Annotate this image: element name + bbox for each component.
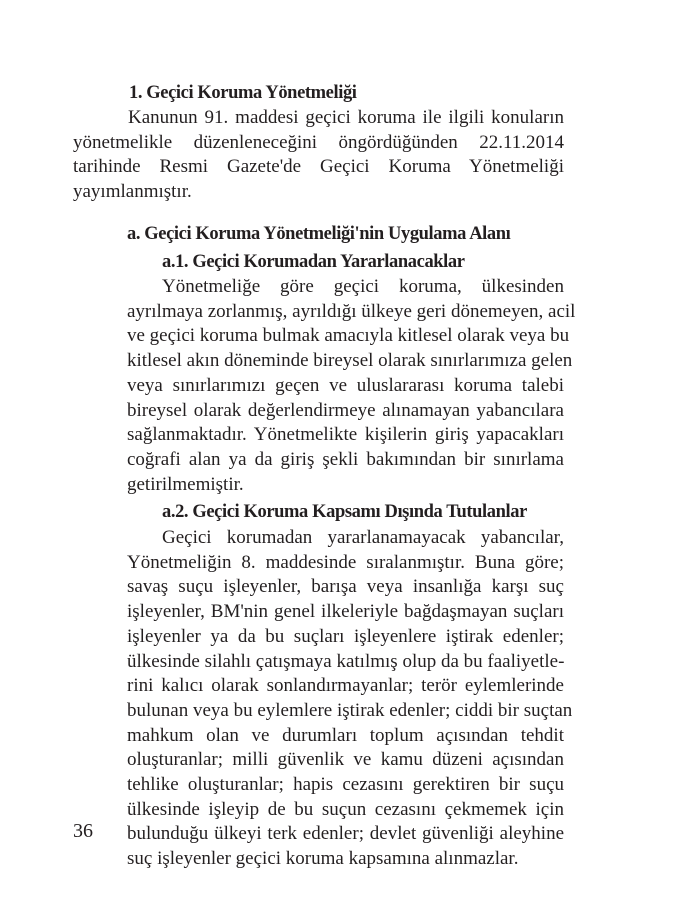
paragraph-line: bulunduğu ülkeyi terk edenler; devlet güvenliği aleyhine: [127, 823, 564, 845]
paragraph-line: ülkesinde işleyip de bu suçun cezasını çekmemek için: [127, 798, 564, 820]
paragraph-a2: [127, 526, 573, 872]
section-heading-a2: a.2. Geçici Koruma Kapsamı Dışında Tutulanlar: [162, 502, 527, 522]
paragraph-line: Yönetmeliğin 8. maddesinde sıralanmıştır. Buna göre;: [127, 551, 564, 573]
paragraph-1: [73, 106, 564, 205]
page-number: 36: [73, 820, 93, 842]
paragraph-line: savaş suçu işleyenler, barışa veya insanlığa karşı suç: [127, 576, 564, 598]
section-heading-a1: a.1. Geçici Korumadan Yararlanacaklar: [162, 252, 465, 272]
paragraph-line: Kanunun 91. maddesi geçici koruma ile ilgili konuların: [128, 107, 564, 128]
paragraph-line: sağlanmaktadır. Yönetmelikte kişilerin giriş yapacakları: [127, 424, 564, 446]
paragraph-line: rini kalıcı olarak sonlandırmayanlar; terör eylemlerinde: [127, 675, 564, 697]
paragraph-line: ayrılmaya zorlanmış, ayrıldığı ülkeye geri dönemeyen, acil: [127, 300, 576, 322]
paragraph-line: coğrafi alan ya da giriş şekli bakımından bir sınırlama: [127, 448, 564, 470]
section-heading-1: 1. Geçici Koruma Yönetmeliği: [129, 83, 357, 103]
paragraph-line: yönetmelikle düzenleneceğini öngördüğünden 22.11.2014: [73, 131, 564, 153]
paragraph-line: işleyenler ya da bu suçları işleyenlere iştirak edenler;: [127, 625, 564, 647]
paragraph-line: oluşturanlar; milli güvenlik ve kamu düzeni açısından: [127, 749, 564, 771]
section-heading-a: a. Geçici Koruma Yönetmeliği'nin Uygulama Alanı: [127, 224, 511, 244]
paragraph-line: getirilmemiştir.: [127, 473, 244, 495]
paragraph-line: ve geçici koruma bulmak amacıyla kitlesel olarak veya bu: [127, 325, 570, 347]
paragraph-line: yayımlanmıştır.: [73, 181, 192, 203]
paragraph-line: bulunan veya bu eylemlere iştirak edenler; ciddi bir suçtan: [127, 699, 573, 721]
paragraph-line: Yönetmeliğe göre geçici koruma, ülkesinden: [162, 276, 564, 297]
paragraph-line: suç işleyenler geçici koruma kapsamına alınmazlar.: [127, 848, 519, 870]
paragraph-line: Geçici korumadan yararlanamayacak yabancılar,: [162, 527, 564, 548]
paragraph-line: bireysel olarak değerlendirmeye alınamayan yabancılara: [127, 399, 564, 421]
paragraph-line: kitlesel akın döneminde bireysel olarak sınırlarımıza gelen: [127, 350, 573, 372]
paragraph-line: işleyenler, BM'nin genel ilkeleriyle bağdaşmayan suçları: [127, 601, 564, 623]
paragraph-line: mahkum olan ve durumları toplum açısından tehdit: [127, 724, 564, 746]
paragraph-line: tarihinde Resmi Gazete'de Geçici Koruma Yönetmeliği: [73, 156, 564, 178]
paragraph-a1: [127, 275, 576, 497]
paragraph-line: tehlike oluşturanlar; hapis cezasını gerektiren bir suçu: [127, 774, 564, 796]
paragraph-line: veya sınırlarımızı geçen ve uluslararası koruma talebi: [127, 374, 564, 396]
paragraph-line: ülkesinde silahlı çatışmaya katılmış olup da bu faaliyetle-: [127, 650, 565, 672]
